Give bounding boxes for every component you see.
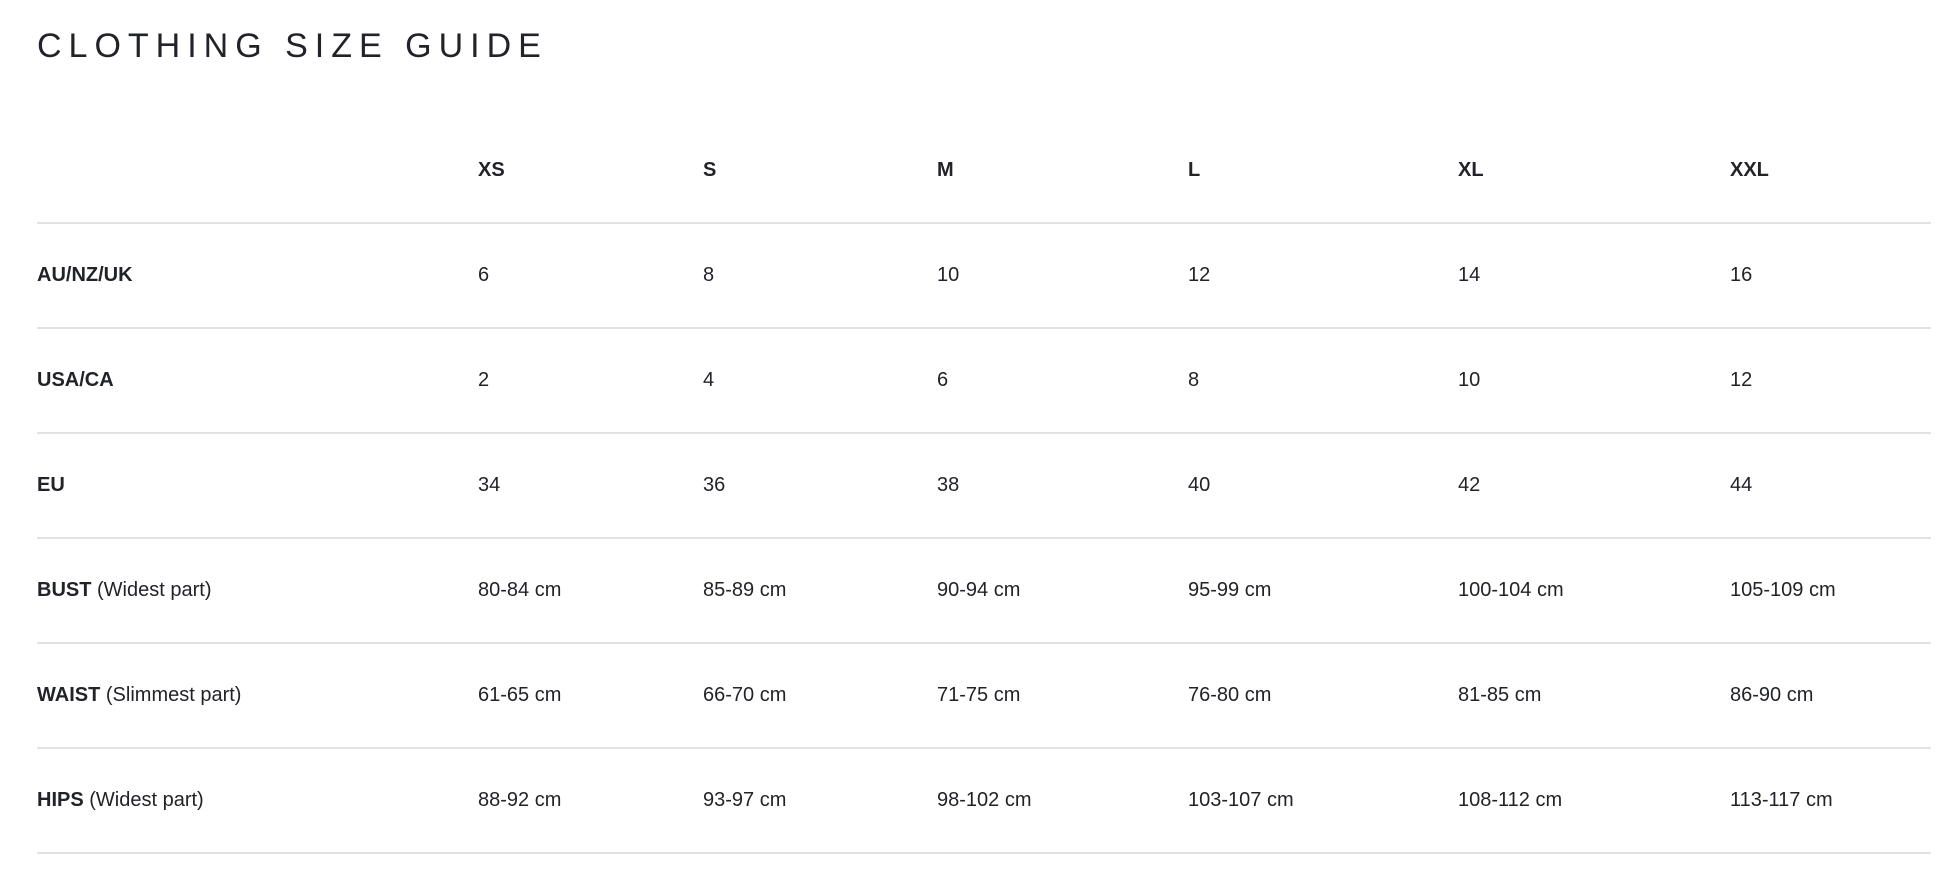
size-value-cell: 113-117 cm — [1730, 748, 1931, 853]
size-value-cell: 105-109 cm — [1730, 538, 1931, 643]
size-header-row — [37, 118, 1931, 223]
row-label-note: (Widest part) — [91, 579, 212, 601]
size-value-cell: 90-94 cm — [937, 538, 1188, 643]
size-value-cell: 86-90 cm — [1730, 643, 1931, 748]
size-value-cell: 61-65 cm — [478, 643, 703, 748]
size-column-header-xl: XL — [1458, 118, 1730, 223]
size-column-header-m: M — [937, 118, 1188, 223]
row-label-cell — [37, 643, 478, 748]
row-label: HIPS — [37, 789, 84, 811]
size-guide-table — [37, 118, 1931, 854]
size-guide-section — [0, 22, 1946, 854]
size-value-cell: 12 — [1188, 223, 1458, 328]
size-value-cell: 36 — [703, 433, 937, 538]
size-value-cell: 85-89 cm — [703, 538, 937, 643]
size-value-cell: 8 — [703, 223, 937, 328]
size-value-cell: 108-112 cm — [1458, 748, 1730, 853]
row-label-cell — [37, 433, 478, 538]
size-value-cell: 103-107 cm — [1188, 748, 1458, 853]
size-value-cell: 4 — [703, 328, 937, 433]
size-guide-row — [37, 538, 1931, 643]
size-value-cell: 34 — [478, 433, 703, 538]
size-value-cell: 80-84 cm — [478, 538, 703, 643]
size-column-header-xs: XS — [478, 118, 703, 223]
size-value-cell: 14 — [1458, 223, 1730, 328]
size-guide-row — [37, 328, 1931, 433]
size-value-cell: 44 — [1730, 433, 1931, 538]
row-label: AU/NZ/UK — [37, 264, 133, 286]
size-value-cell: 8 — [1188, 328, 1458, 433]
size-value-cell: 81-85 cm — [1458, 643, 1730, 748]
page-title: CLOTHING SIZE GUIDE — [37, 27, 548, 65]
size-value-cell: 6 — [937, 328, 1188, 433]
size-value-cell: 40 — [1188, 433, 1458, 538]
row-label-cell — [37, 328, 478, 433]
row-label-cell — [37, 538, 478, 643]
size-value-cell: 10 — [937, 223, 1188, 328]
row-label: BUST — [37, 579, 92, 601]
row-label-cell — [37, 748, 478, 853]
size-value-cell: 71-75 cm — [937, 643, 1188, 748]
size-value-cell: 98-102 cm — [937, 748, 1188, 853]
size-value-cell: 66-70 cm — [703, 643, 937, 748]
size-value-cell: 76-80 cm — [1188, 643, 1458, 748]
row-label-note: (Widest part) — [83, 789, 204, 811]
size-guide-row — [37, 433, 1931, 538]
size-column-header-l: L — [1188, 118, 1458, 223]
size-value-cell: 2 — [478, 328, 703, 433]
size-value-cell: 42 — [1458, 433, 1730, 538]
row-label-cell — [37, 223, 478, 328]
size-column-header-s: S — [703, 118, 937, 223]
row-label: WAIST — [37, 684, 101, 706]
size-value-cell: 88-92 cm — [478, 748, 703, 853]
size-guide-row — [37, 223, 1931, 328]
row-label: EU — [37, 474, 65, 496]
size-value-cell: 6 — [478, 223, 703, 328]
size-column-header-xxl: XXL — [1730, 118, 1931, 223]
size-value-cell: 12 — [1730, 328, 1931, 433]
size-guide-row — [37, 643, 1931, 748]
size-value-cell: 93-97 cm — [703, 748, 937, 853]
row-label: USA/CA — [37, 369, 114, 391]
size-value-cell: 95-99 cm — [1188, 538, 1458, 643]
row-label-note: (Slimmest part) — [100, 684, 242, 706]
size-value-cell: 10 — [1458, 328, 1730, 433]
size-value-cell: 38 — [937, 433, 1188, 538]
size-guide-row — [37, 748, 1931, 853]
size-value-cell: 16 — [1730, 223, 1931, 328]
size-value-cell: 100-104 cm — [1458, 538, 1730, 643]
corner-cell — [37, 118, 478, 223]
